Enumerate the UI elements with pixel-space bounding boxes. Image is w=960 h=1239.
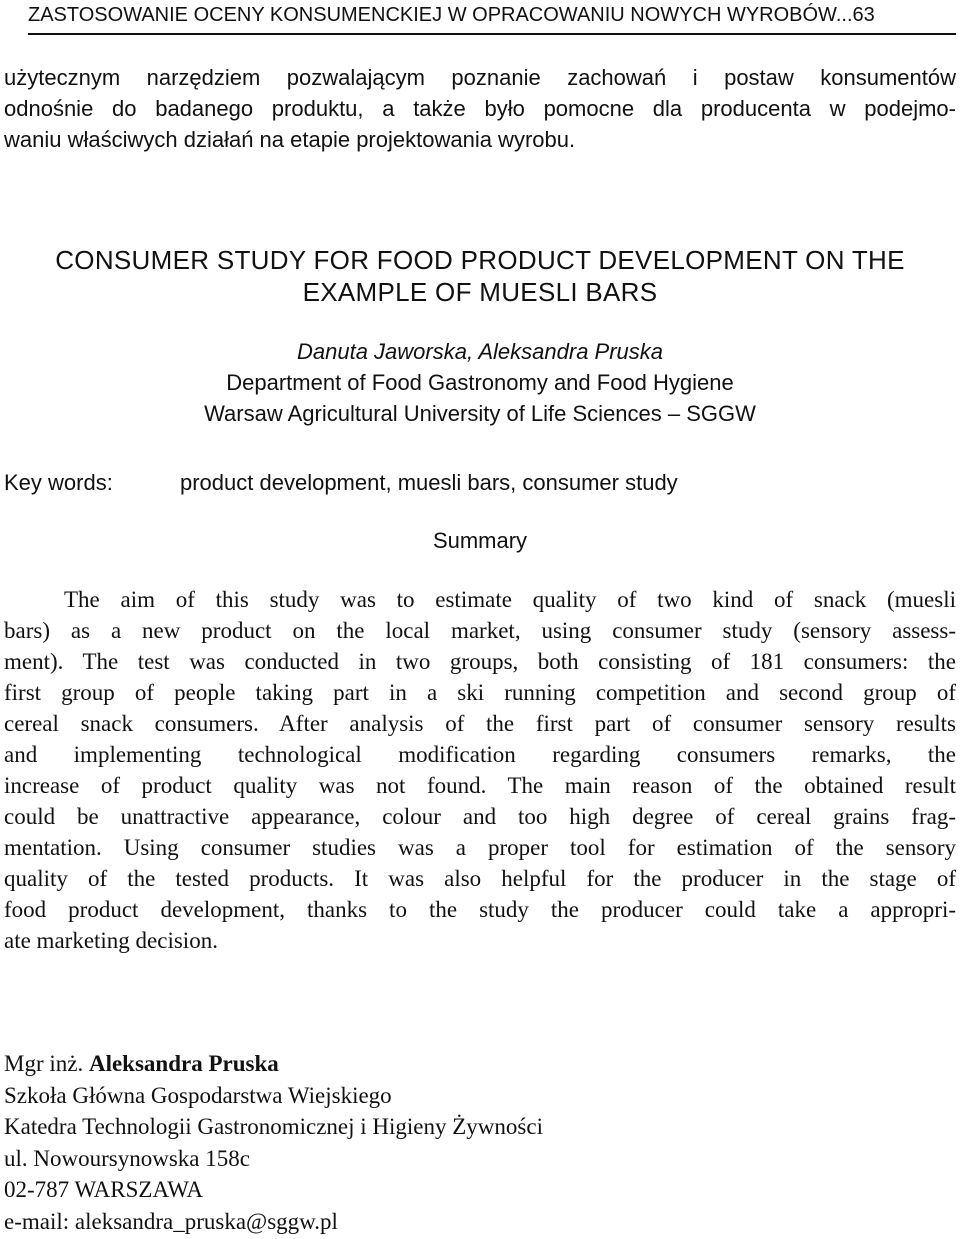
keywords-label: Key words:: [4, 470, 113, 495]
summary-heading: Summary: [432, 528, 528, 553]
paper-title-line: EXAMPLE OF MUESLI BARS: [302, 277, 658, 307]
intro-line: odnośnie do badanego produktu, a także było pomocne dla producenta w podejmo-: [4, 96, 956, 121]
author-block: [0, 336, 960, 429]
contact-email-line: [4, 1206, 954, 1238]
contact-email-label: e-mail:: [4, 1208, 70, 1234]
summary-line: bars) as a new product on the local market, using consumer study (sensory assess-: [4, 618, 956, 643]
intro-line: użytecznym narzędziem pozwalającym poznanie zachowań i postaw konsumentów: [4, 65, 956, 90]
contact-title-prefix: Mgr inż.: [4, 1051, 84, 1076]
contact-city: 02-787 WARSZAWA: [4, 1177, 203, 1202]
summary-line: The aim of this study was to estimate quality of two kind of snack (muesli: [64, 587, 956, 612]
summary-line: could be unattractive appearance, colour and too high degree of cereal grains frag-: [4, 804, 956, 829]
contact-street: ul. Nowoursynowska 158c: [4, 1145, 250, 1171]
contact-department: Katedra Technologii Gastronomicznej i Higieny Żywności: [4, 1114, 543, 1139]
summary-line: quality of the tested products. It was also helpful for the producer in the stage of: [4, 866, 956, 891]
summary-line: first group of people taking part in a ski running competition and second group of: [4, 680, 956, 705]
summary-line: ment). The test was conducted in two groups, both consisting of 181 consumers: the: [4, 649, 956, 674]
contact-email[interactable]: aleksandra_pruska@sggw.pl: [74, 1208, 338, 1234]
header-rule: [28, 33, 956, 35]
running-header: ZASTOSOWANIE OCENY KONSUMENCKIEJ W OPRACOWANIU NOWYCH WYROBÓW...63: [28, 4, 875, 26]
paper-title-line: CONSUMER STUDY FOR FOOD PRODUCT DEVELOPMENT ON THE: [55, 245, 905, 275]
paper-title: [0, 244, 960, 308]
summary-line: ate marketing decision.: [4, 928, 218, 953]
contact-institution: Szkoła Główna Gospodarstwa Wiejskiego: [4, 1082, 392, 1108]
contact-name-line: [4, 1048, 954, 1080]
summary-line: cereal snack consumers. After analysis of the first part of consumer sensory results: [4, 711, 956, 736]
keywords-value: product development, muesli bars, consumer study: [180, 470, 678, 495]
intro-line: waniu właściwych działań na etapie projektowania wyrobu.: [4, 127, 576, 152]
summary-line: and implementing technological modification regarding consumers remarks, the: [4, 742, 956, 767]
summary-line: food product development, thanks to the study the producer could take a appropri-: [4, 897, 956, 922]
summary-line: mentation. Using consumer studies was a proper tool for estimation of the sensory: [4, 835, 956, 860]
contact-name: Aleksandra Pruska: [88, 1051, 279, 1076]
university: Warsaw Agricultural University of Life Sciences – SGGW: [204, 401, 756, 426]
authors: Danuta Jaworska, Aleksandra Pruska: [296, 339, 664, 364]
contact-block: [4, 1048, 954, 1237]
summary-paragraph: [4, 584, 956, 956]
intro-paragraph: [4, 62, 956, 155]
department: Department of Food Gastronomy and Food Hygiene: [226, 370, 734, 395]
summary-line: increase of product quality was not found. The main reason of the obtained result: [4, 773, 956, 798]
